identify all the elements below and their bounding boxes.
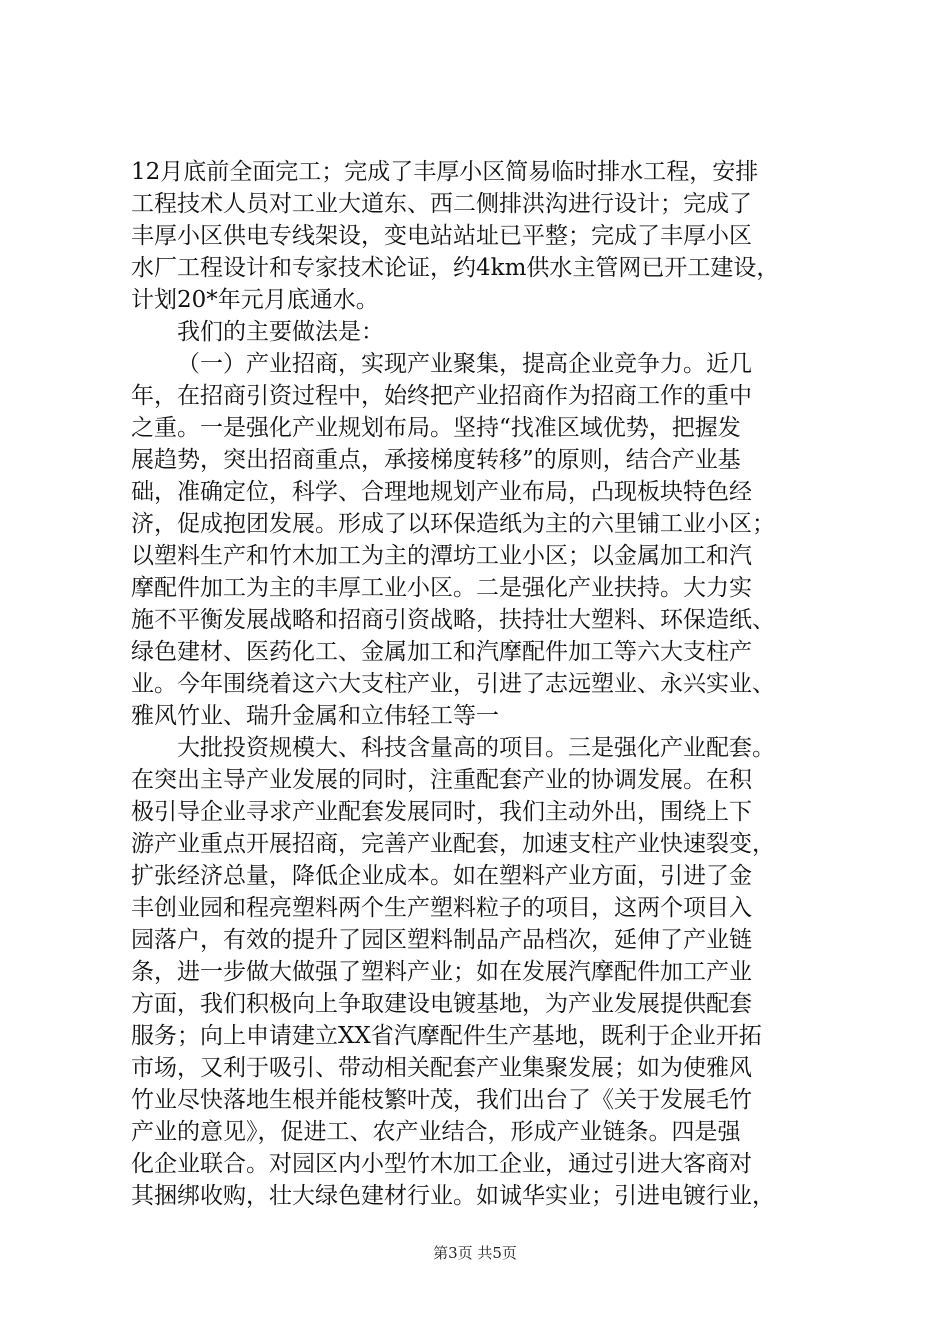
text-line: 之重。一是强化产业规划布局。坚持“找准区域优势，把握发 xyxy=(131,415,741,441)
text-line: 展趋势，突出招商重点，承接梯度转移”的原则，结合产业基 xyxy=(131,447,741,473)
text-line: 工程技术人员对工业大道东、西二侧排洪沟进行设计；完成了 xyxy=(131,191,752,217)
text-line: 服务；向上申请建立XX省汽摩配件生产基地，既利于企业开拓 xyxy=(131,1023,762,1049)
text-line: 化企业联合。对园区内小型竹木加工企业，通过引进大客商对 xyxy=(131,1151,752,1177)
text-line: 园落户，有效的提升了园区塑料制品产品档次，延伸了产业链 xyxy=(131,927,752,953)
text-line: 其捆绑收购，壮大绿色建材行业。如诚华实业；引进电镀行业， xyxy=(131,1183,775,1209)
text-line: 雅风竹业、瑞升金属和立伟轻工等一 xyxy=(131,703,499,729)
text-line: 极引导企业寻求产业配套发展同时，我们主动外出，围绕上下 xyxy=(131,799,752,825)
text-line: 丰厚小区供电专线架设，变电站站址已平整；完成了丰厚小区 xyxy=(131,223,752,249)
text-line: 业。今年围绕着这六大支柱产业，引进了志远塑业、永兴实业、 xyxy=(131,671,775,697)
text-line: 12月底前全面完工；完成了丰厚小区简易临时排水工程，安排 xyxy=(131,159,759,185)
text-line: 在突出主导产业发展的同时，注重配套产业的协调发展。在积 xyxy=(131,767,752,793)
text-line: 条，进一步做大做强了塑料产业；如在发展汽摩配件加工产业 xyxy=(131,959,752,985)
text-line: 施不平衡发展战略和招商引资战略，扶持壮大塑料、环保造纸、 xyxy=(131,607,775,633)
text-line: 我们的主要做法是： xyxy=(177,319,384,345)
text-line: 础，准确定位，科学、合理地规划产业布局，凸现板块特色经 xyxy=(131,479,752,505)
text-line: 游产业重点开展招商，完善产业配套，加速支柱产业快速裂变， xyxy=(131,831,775,857)
text-line: 摩配件加工为主的丰厚工业小区。二是强化产业扶持。大力实 xyxy=(131,575,752,601)
text-line: 以塑料生产和竹木加工为主的潭坊工业小区；以金属加工和汽 xyxy=(131,543,752,569)
text-line: 绿色建材、医药化工、金属加工和汽摩配件加工等六大支柱产 xyxy=(131,639,752,665)
page-footer: 第3页 共5页 xyxy=(433,1244,517,1262)
text-line: 济，促成抱团发展。形成了以环保造纸为主的六里铺工业小区； xyxy=(131,511,775,537)
text-line: 计划20*年元月底通水。 xyxy=(131,287,379,313)
body-text xyxy=(131,156,831,1212)
text-line: 年，在招商引资过程中，始终把产业招商作为招商工作的重中 xyxy=(131,383,752,409)
text-line: 大批投资规模大、科技含量高的项目。三是强化产业配套。 xyxy=(177,735,775,761)
text-line: （一）产业招商，实现产业聚集，提高企业竞争力。近几 xyxy=(177,351,752,377)
text-line: 市场，又利于吸引、带动相关配套产业集聚发展；如为使雅风 xyxy=(131,1055,752,1081)
text-line: 水厂工程设计和专家技术论证，约4km供水主管网已开工建设， xyxy=(131,255,780,281)
text-line: 方面，我们积极向上争取建设电镀基地，为产业发展提供配套 xyxy=(131,991,752,1017)
text-line: 竹业尽快落地生根并能枝繁叶茂，我们出台了《关于发展毛竹 xyxy=(131,1087,752,1113)
text-line: 扩张经济总量，降低企业成本。如在塑料产业方面，引进了金 xyxy=(131,863,752,889)
text-line: 丰创业园和程亮塑料两个生产塑料粒子的项目，这两个项目入 xyxy=(131,895,752,921)
text-line: 产业的意见》，促进工、农产业结合，形成产业链条。四是强 xyxy=(131,1119,741,1145)
